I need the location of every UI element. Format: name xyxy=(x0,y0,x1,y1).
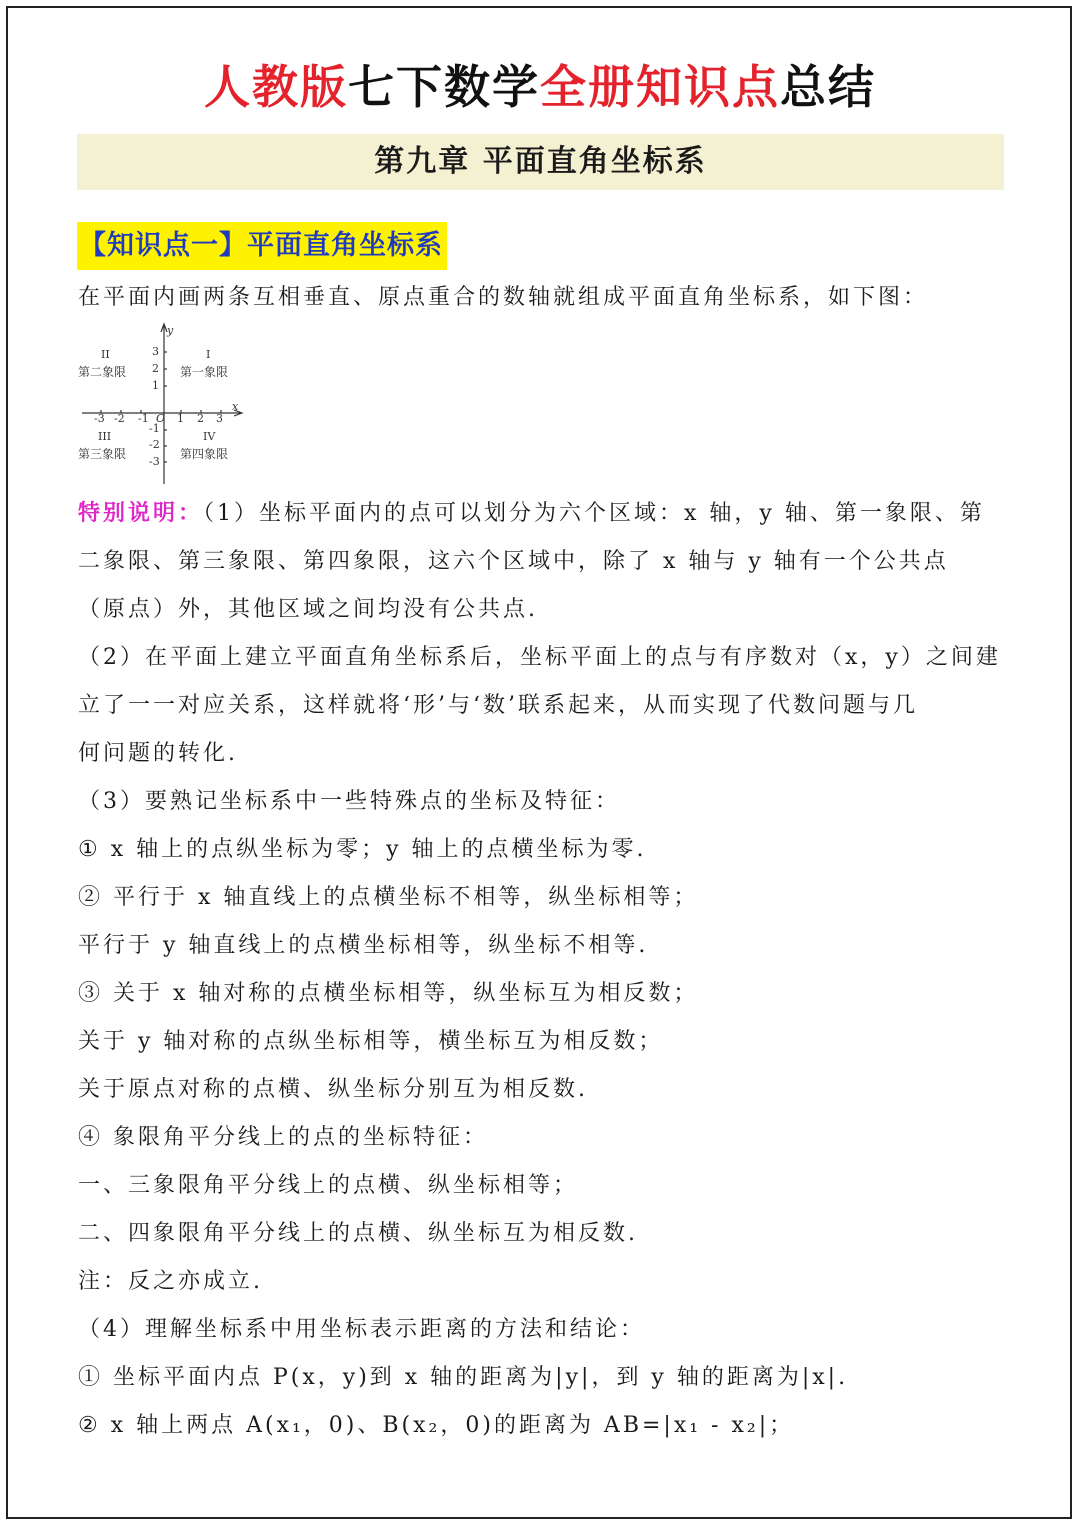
special-line-19: ① 坐标平面内点 P(x，y)到 x 轴的距离为|y|，到 y 轴的距离为|x|. xyxy=(78,1365,849,1390)
special-line-9: ② 平行于 x 轴直线上的点横坐标不相等，纵坐标相等； xyxy=(78,885,699,910)
special-line-13: 关于原点对称的点横、纵坐标分别互为相反数. xyxy=(78,1077,588,1102)
x-tick-label: 1 xyxy=(177,412,184,425)
x-tick-label: -2 xyxy=(114,412,125,425)
special-line-10: 平行于 y 轴直线上的点横坐标相等，纵坐标不相等. xyxy=(78,933,649,958)
special-line-14: ④ 象限角平分线上的点的坐标特征： xyxy=(78,1125,488,1150)
title-part-3: 全册知识点 xyxy=(540,60,780,114)
special-line-11: ③ 关于 x 轴对称的点横坐标相等，纵坐标互为相反数； xyxy=(78,981,699,1006)
special-line-5: 立了一一对应关系，这样就将‘形’与‘数’联系起来，从而实现了代数问题与几 xyxy=(78,693,918,718)
quadrant-1-name: 第一象限 xyxy=(180,365,229,379)
special-line-2: 二象限、第三象限、第四象限，这六个区域中，除了 x 轴与 y 轴有一个公共点 xyxy=(78,549,949,574)
y-tick-label: -2 xyxy=(149,438,160,451)
special-line-3: （原点）外，其他区域之间均没有公共点. xyxy=(78,597,538,622)
knowledge-point-heading: 【知识点一】平面直角坐标系 xyxy=(77,222,447,270)
quadrant-3-name: 第三象限 xyxy=(78,447,127,461)
special-label: 特别说明： xyxy=(78,501,204,526)
special-line-6: 何问题的转化. xyxy=(78,741,238,766)
special-line-17: 注：反之亦成立. xyxy=(78,1269,263,1294)
special-line-1 xyxy=(78,499,985,529)
x-tick-label: 3 xyxy=(216,412,223,425)
special-line-12: 关于 y 轴对称的点纵坐标相等，横坐标互为相反数； xyxy=(78,1029,664,1054)
quadrant-4-numeral: IV xyxy=(203,430,216,443)
quadrant-3-numeral: III xyxy=(98,430,112,443)
title-part-4: 总结 xyxy=(780,60,876,114)
title-part-2: 七下数学 xyxy=(348,60,540,114)
y-tick-label: 2 xyxy=(152,362,159,375)
special-line-18: （4）理解坐标系中用坐标表示距离的方法和结论： xyxy=(78,1317,645,1342)
chapter-heading: 第九章 平面直角坐标系 xyxy=(77,134,1004,190)
x-tick-label: -3 xyxy=(94,412,105,425)
special-text-1: （1）坐标平面内的点可以划分为六个区域：x 轴，y 轴、第一象限、第 xyxy=(203,501,985,526)
y-axis-label: y xyxy=(167,324,174,337)
quadrant-1-numeral: I xyxy=(206,348,211,361)
special-line-4: （2）在平面上建立平面直角坐标系后，坐标平面上的点与有序数对（x，y）之间建 xyxy=(78,645,1001,670)
special-line-8: ① x 轴上的点纵坐标为零；y 轴上的点横坐标为零. xyxy=(78,837,647,862)
x-tick-label: 2 xyxy=(197,412,204,425)
x-axis-label: x xyxy=(232,400,239,413)
origin-label: O xyxy=(156,412,166,425)
special-line-20: ② x 轴上两点 A(x₁，0)、B(x₂，0)的距离为 AB=|x₁ - x₂|； xyxy=(78,1413,795,1438)
special-line-15: 一、三象限角平分线上的点横、纵坐标相等； xyxy=(78,1173,579,1198)
y-tick-label: 3 xyxy=(152,345,159,358)
title-part-1: 人教版 xyxy=(204,60,348,114)
quadrant-2-numeral: II xyxy=(101,348,110,361)
special-line-16: 二、四象限角平分线上的点横、纵坐标互为相反数. xyxy=(78,1221,638,1246)
special-line-7: （3）要熟记坐标系中一些特殊点的坐标及特征： xyxy=(78,789,620,814)
x-tick-label: -1 xyxy=(138,412,149,425)
intro-text: 在平面内画两条互相垂直、原点重合的数轴就组成平面直角坐标系，如下图： xyxy=(78,285,929,310)
coordinate-figure xyxy=(76,318,256,488)
quadrant-2-name: 第二象限 xyxy=(78,365,127,379)
quadrant-4-name: 第四象限 xyxy=(180,447,229,461)
y-tick-label: -3 xyxy=(149,455,160,468)
y-tick-label: 1 xyxy=(152,379,159,392)
page-title xyxy=(0,52,1080,122)
y-tick-label: -1 xyxy=(149,422,160,435)
